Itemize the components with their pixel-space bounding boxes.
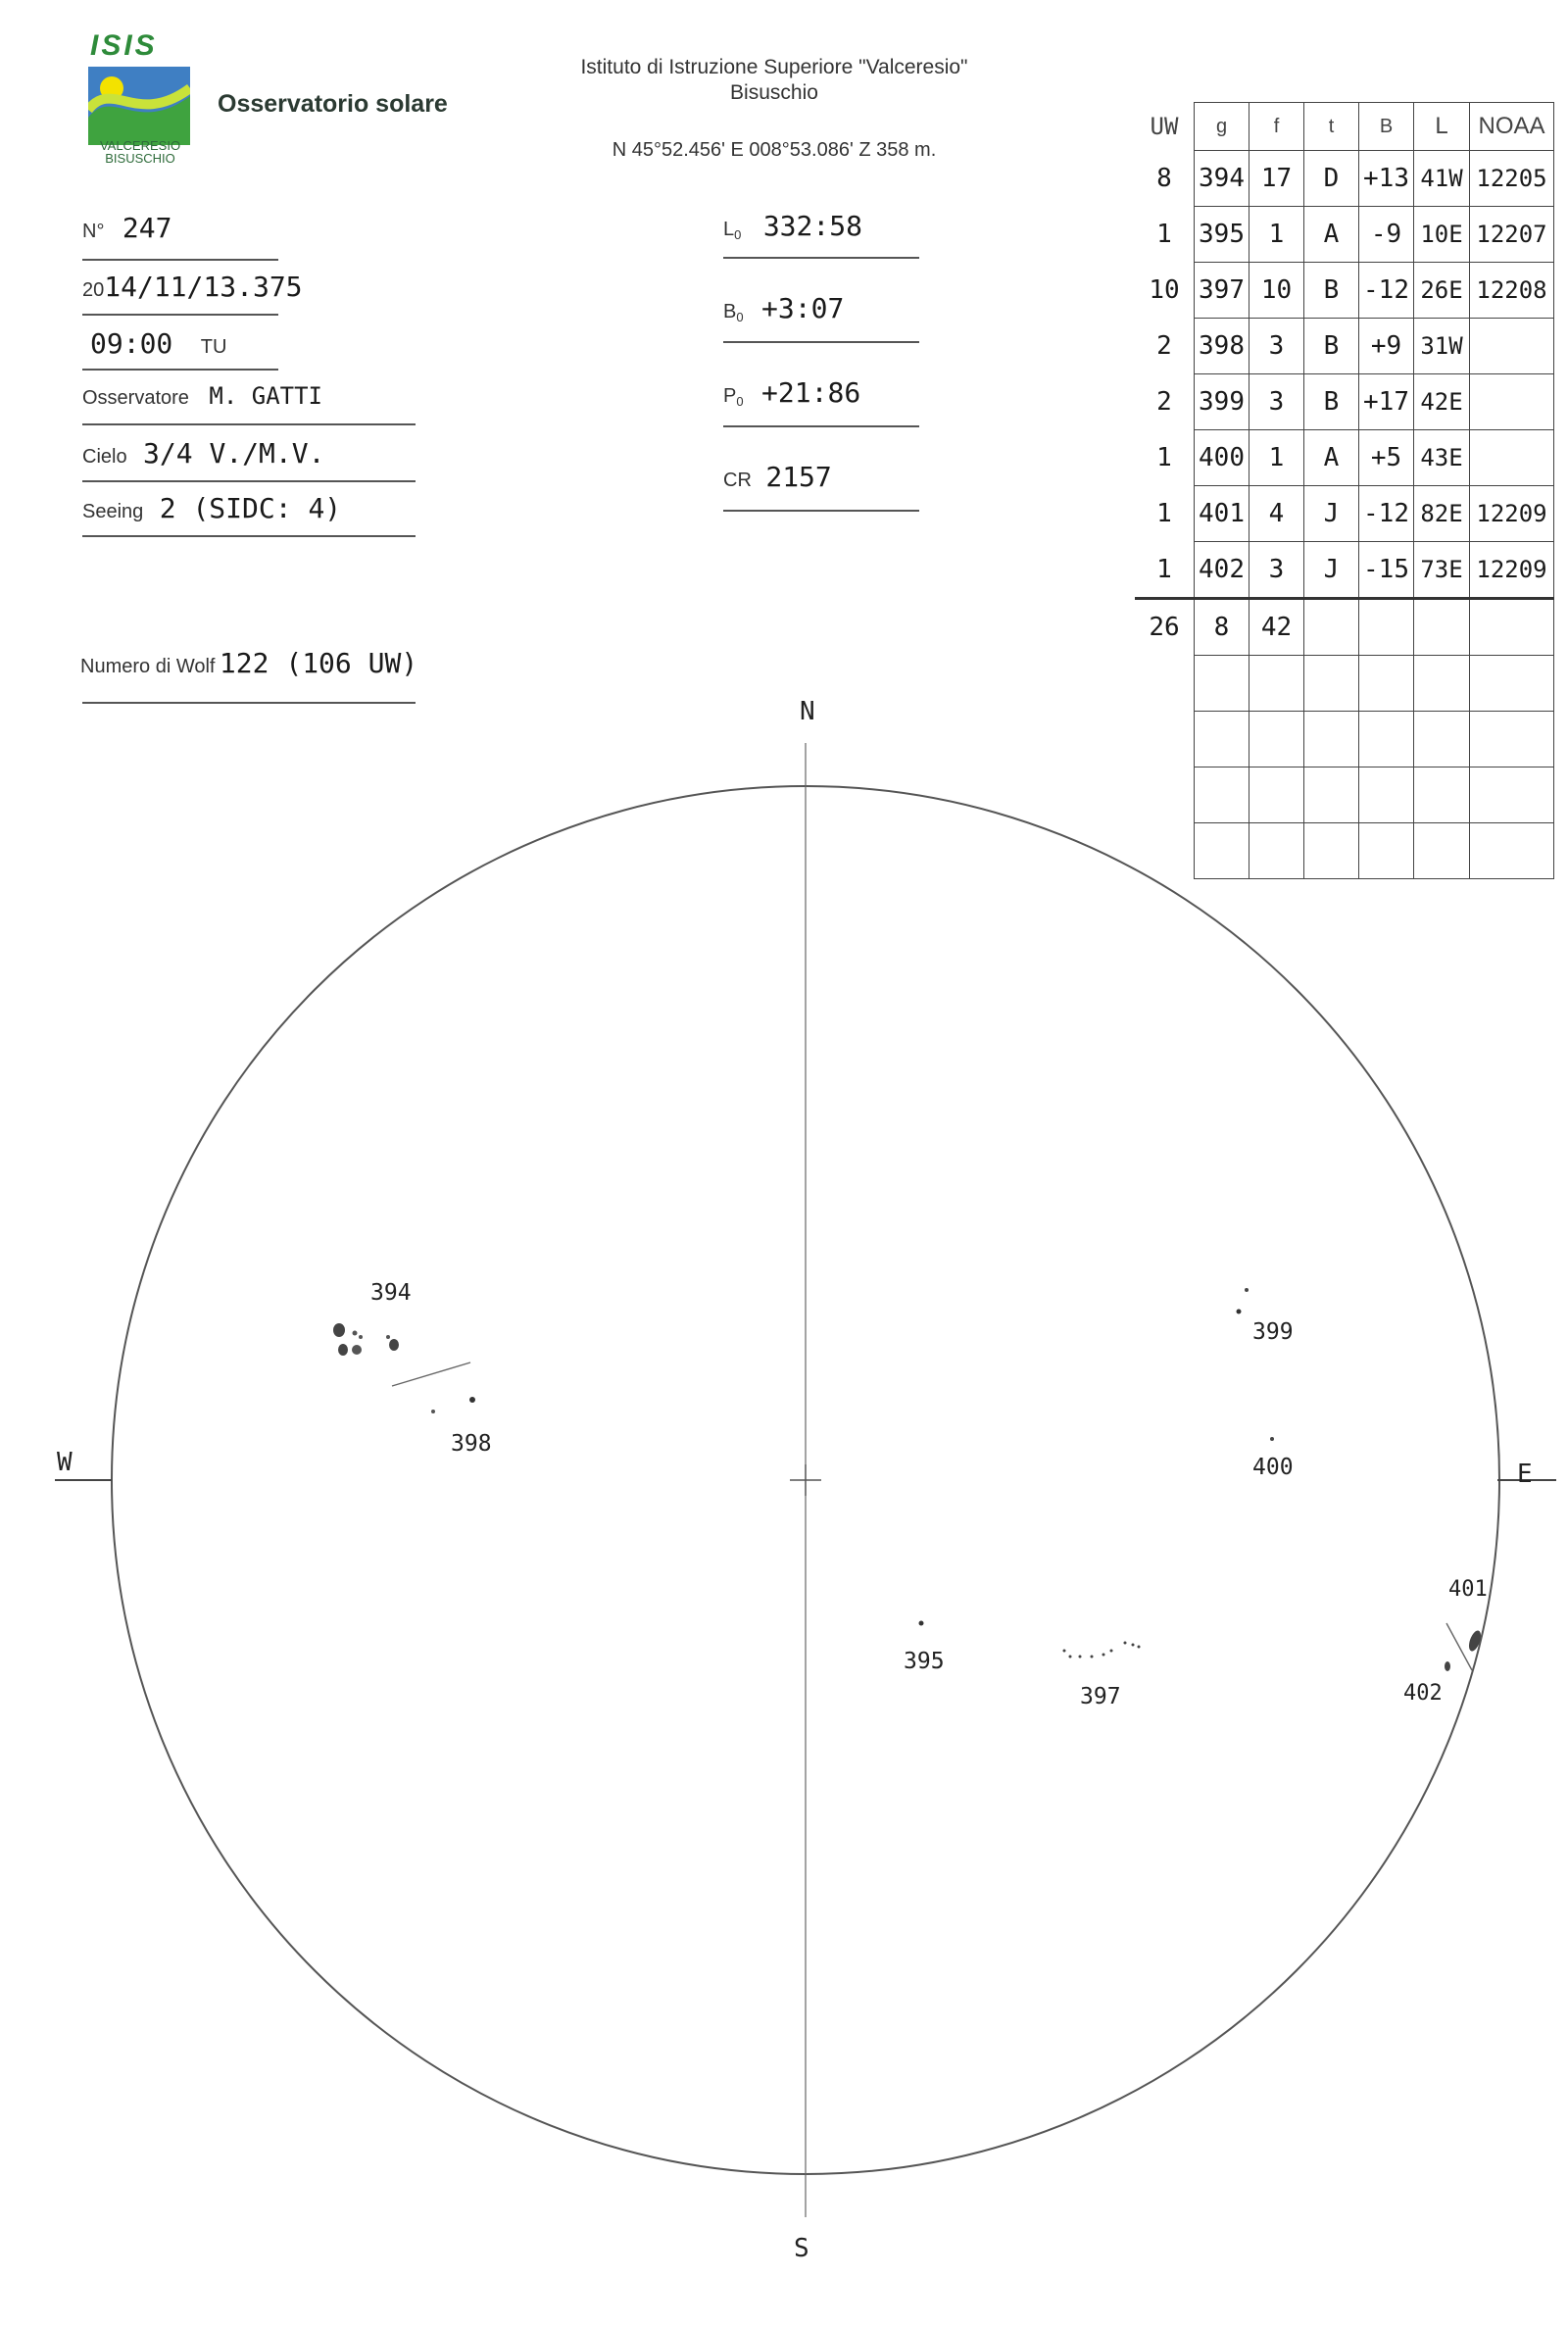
cell-spots: 3 bbox=[1250, 374, 1304, 430]
cell-type: A bbox=[1304, 430, 1359, 486]
cell-longitude: 31W bbox=[1414, 319, 1470, 374]
east-label: E bbox=[1517, 1460, 1533, 1489]
report-number: N° 247 bbox=[82, 212, 172, 244]
cell-latitude: +17 bbox=[1359, 374, 1414, 430]
sunspot-group-398 bbox=[431, 1397, 475, 1413]
wolf-number-field: Numero di Wolf 122 (106 UW) bbox=[80, 647, 418, 679]
cell-spots: 4 bbox=[1250, 486, 1304, 542]
cell-latitude: +5 bbox=[1359, 430, 1414, 486]
cell-noaa: 12205 bbox=[1470, 151, 1554, 207]
cell-spots: 3 bbox=[1250, 542, 1304, 599]
cell-type: B bbox=[1304, 319, 1359, 374]
observatory-coordinates: N 45°52.456' E 008°53.086' Z 358 m. bbox=[612, 139, 937, 161]
p0-field: $P_0$ +21:86 bbox=[723, 376, 861, 410]
header-b: B bbox=[1359, 103, 1414, 151]
cell-type: B bbox=[1304, 374, 1359, 430]
south-label: S bbox=[794, 2234, 809, 2263]
cell-longitude: 82E bbox=[1414, 486, 1470, 542]
cell-latitude: -15 bbox=[1359, 542, 1414, 599]
cell-longitude: 26E bbox=[1414, 263, 1470, 319]
cell-longitude: 41W bbox=[1414, 151, 1470, 207]
cell-type: J bbox=[1304, 486, 1359, 542]
observation-date: 2014/11/13.375 bbox=[82, 271, 303, 303]
group-label-400: 400 bbox=[1252, 1455, 1294, 1480]
cell-spots: 10 bbox=[1250, 263, 1304, 319]
sunspot-group-394 bbox=[333, 1323, 399, 1356]
logo-brand: ISIS bbox=[90, 29, 158, 62]
cell-group: 398 bbox=[1195, 319, 1250, 374]
sunspot-group-402 bbox=[1445, 1661, 1450, 1671]
total-group: 8 bbox=[1195, 599, 1250, 656]
group-label-397: 397 bbox=[1080, 1684, 1121, 1709]
header-noaa: NOAA bbox=[1470, 103, 1554, 151]
cell-type: J bbox=[1304, 542, 1359, 599]
observatory-title: Osservatorio solare bbox=[218, 90, 448, 118]
cell-group: 401 bbox=[1195, 486, 1250, 542]
group-label-399: 399 bbox=[1252, 1319, 1294, 1345]
cell-latitude: -12 bbox=[1359, 486, 1414, 542]
cell-type: A bbox=[1304, 207, 1359, 263]
cell-group: 394 bbox=[1195, 151, 1250, 207]
cell-longitude: 73E bbox=[1414, 542, 1470, 599]
cell-uw: 2 bbox=[1156, 387, 1172, 417]
cell-type: D bbox=[1304, 151, 1359, 207]
sunspot-group-400 bbox=[1270, 1437, 1274, 1441]
l0-field: $L_0$ 332:58 bbox=[723, 210, 862, 243]
group-label-394: 394 bbox=[370, 1280, 412, 1306]
header-f: f bbox=[1250, 103, 1304, 151]
cell-spots: 1 bbox=[1250, 430, 1304, 486]
pointer-line-401 bbox=[1446, 1623, 1472, 1670]
cell-group: 395 bbox=[1195, 207, 1250, 263]
institute-town: Bisuschio bbox=[730, 81, 818, 104]
sunspot-group-399 bbox=[1237, 1288, 1250, 1314]
logo-caption: VALCERESIO BISUSCHIO bbox=[99, 138, 181, 166]
cell-group: 400 bbox=[1195, 430, 1250, 486]
cell-group: 397 bbox=[1195, 263, 1250, 319]
cell-latitude: -12 bbox=[1359, 263, 1414, 319]
pointer-line-394 bbox=[392, 1362, 470, 1386]
cell-longitude: 43E bbox=[1414, 430, 1470, 486]
b0-field: $B_0$ +3:07 bbox=[723, 292, 845, 325]
header-g: g bbox=[1195, 103, 1250, 151]
cell-spots: 17 bbox=[1250, 151, 1304, 207]
seeing-field: Seeing 2 (SIDC: 4) bbox=[82, 492, 342, 524]
group-label-398: 398 bbox=[451, 1431, 492, 1457]
group-label-401: 401 bbox=[1448, 1577, 1488, 1602]
north-label: N bbox=[800, 697, 815, 726]
cell-group: 402 bbox=[1195, 542, 1250, 599]
cell-uw: 8 bbox=[1156, 164, 1172, 193]
cell-longitude: 10E bbox=[1414, 207, 1470, 263]
sky-field: Cielo 3/4 V./M.V. bbox=[82, 437, 325, 470]
cell-uw: 10 bbox=[1149, 275, 1180, 305]
cell-uw: 2 bbox=[1156, 331, 1172, 361]
group-label-402: 402 bbox=[1403, 1681, 1443, 1706]
observation-time: 09:00 TU bbox=[90, 327, 227, 360]
cell-latitude: +13 bbox=[1359, 151, 1414, 207]
cell-type: B bbox=[1304, 263, 1359, 319]
carrington-rotation-field: CR 2157 bbox=[723, 461, 832, 493]
total-uw: 26 bbox=[1135, 599, 1195, 656]
cell-noaa: 12209 bbox=[1470, 486, 1554, 542]
header-uw: UW bbox=[1150, 113, 1179, 140]
total-spots: 42 bbox=[1250, 599, 1304, 656]
observer-field: Osservatore M. GATTI bbox=[82, 382, 322, 410]
cell-noaa: 12208 bbox=[1470, 263, 1554, 319]
header-t: t bbox=[1304, 103, 1359, 151]
institute-name: Istituto di Istruzione Superiore "Valceresio" bbox=[580, 56, 968, 78]
cell-uw: 1 bbox=[1156, 443, 1172, 472]
cell-noaa: 12207 bbox=[1470, 207, 1554, 263]
cell-spots: 1 bbox=[1250, 207, 1304, 263]
cell-uw: 1 bbox=[1156, 499, 1172, 528]
cell-spots: 3 bbox=[1250, 319, 1304, 374]
group-label-395: 395 bbox=[904, 1649, 945, 1674]
header-l: L bbox=[1414, 103, 1470, 151]
cell-group: 399 bbox=[1195, 374, 1250, 430]
cell-uw: 1 bbox=[1156, 554, 1172, 584]
sunspot-group-395 bbox=[919, 1621, 924, 1626]
sunspot-group-397 bbox=[1063, 1642, 1141, 1659]
cell-longitude: 42E bbox=[1414, 374, 1470, 430]
cell-latitude: -9 bbox=[1359, 207, 1414, 263]
cell-latitude: +9 bbox=[1359, 319, 1414, 374]
cell-noaa: 12209 bbox=[1470, 542, 1554, 599]
west-label: W bbox=[57, 1448, 73, 1477]
cell-uw: 1 bbox=[1156, 220, 1172, 249]
